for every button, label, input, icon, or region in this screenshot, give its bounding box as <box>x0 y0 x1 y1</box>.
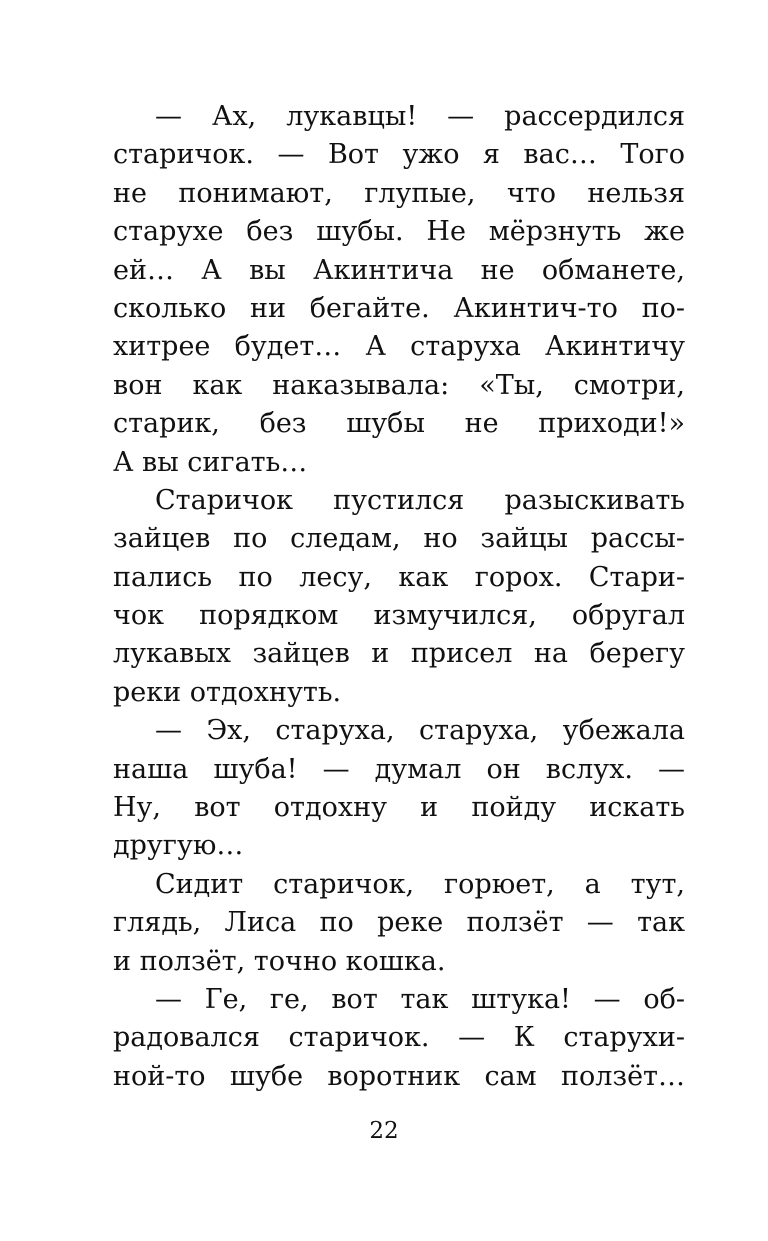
text-line: и ползёт, точно кошка. <box>113 945 446 977</box>
text-line: старичок. — Вот ужо я вас… Того <box>113 139 685 171</box>
text-line: ей… А вы Акинтича не обманете, <box>113 254 685 286</box>
text-line: не понимают, глупые, что нельзя <box>113 177 685 209</box>
text-line: Ну, вот отдохну и пойду искать <box>113 792 685 824</box>
text-line: старик, без шубы не приходи!» <box>113 408 685 440</box>
text-line: хитрее будет… А старуха Акинтичу <box>113 331 685 363</box>
text-line: наша шуба! — думал он вслух. — <box>113 753 685 785</box>
text-line: — Ах, лукавцы! — рассердился <box>155 101 685 132</box>
text-line: старухе без шубы. Не мёрзнуть же <box>113 216 685 248</box>
page-number: 22 <box>369 1118 399 1144</box>
text-line: ной-то шубе воротник сам ползёт… <box>113 1060 685 1092</box>
text-line: сколько ни бегайте. Акинтич-то по- <box>113 292 685 324</box>
text-line: — Эх, старуха, старуха, убежала <box>155 715 685 747</box>
text-line: вон как наказывала: «Ты, смотри, <box>113 369 685 401</box>
body-text <box>113 98 685 1096</box>
text-line: радовался старичок. — К старухи- <box>113 1022 685 1054</box>
text-line: чок порядком измучился, обругал <box>113 600 685 632</box>
text-line: Сидит старичок, горюет, а тут, <box>155 868 685 900</box>
text-line: А вы сигать… <box>113 446 308 478</box>
text-line: лукавых зайцев и присел на берегу <box>113 638 685 670</box>
text-line: реки отдохнуть. <box>113 676 342 708</box>
text-line: другую… <box>113 830 244 862</box>
text-line: глядь, Лиса по реке ползёт — так <box>113 907 685 939</box>
text-line: пались по лесу, как горох. Стари- <box>113 561 685 593</box>
text-line: зайцев по следам, но зайцы рассы- <box>113 523 685 555</box>
text-line: Старичок пустился разыскивать <box>155 484 685 516</box>
text-line: — Ге, ге, вот так штука! — об- <box>155 983 685 1015</box>
